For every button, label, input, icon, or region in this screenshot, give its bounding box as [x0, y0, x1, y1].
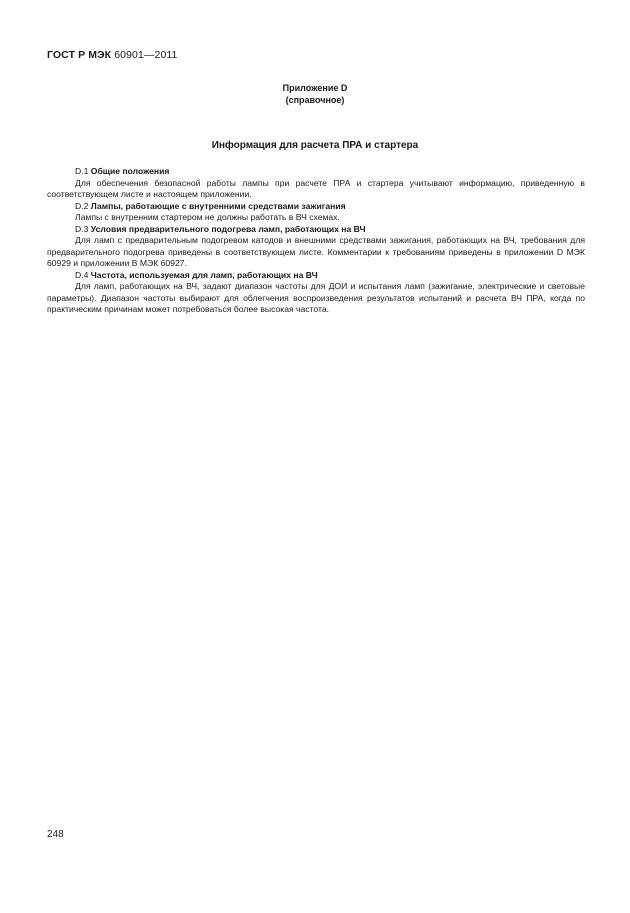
- appendix-subtitle: (справочное): [285, 95, 345, 105]
- section-heading: D.2 Лампы, работающие с внутренними средствами зажигания: [75, 200, 346, 211]
- document-body: [47, 166, 585, 316]
- document-header: [47, 49, 178, 61]
- paragraph: Лампы с внутренним стартером не должны работать в ВЧ схемах.: [75, 212, 340, 222]
- standard-number: 60901—2011: [114, 49, 178, 61]
- standard-designation: ГОСТ Р МЭК: [47, 49, 112, 61]
- section-heading: D.4 Частота, используемая для ламп, работающих на ВЧ: [75, 269, 318, 280]
- section-heading: D.1 Общие положения: [75, 166, 170, 176]
- appendix-title: Приложение D: [282, 83, 348, 93]
- appendix-heading: [0, 82, 630, 106]
- paragraph: Для ламп, работающих на ВЧ, задают диапазон частоты для ДОИ и испытания ламп (зажигание, электрические и световые параметры). Диапазон частоты выбирают для облегчения воспроизведения результатов испытаний и расчета ВЧ ПРА, когда по практическим причинам может потребоваться более высокая частота.: [47, 281, 585, 314]
- page-number: 248: [47, 829, 64, 840]
- section-title: Информация для расчета ПРА и стартера: [211, 140, 419, 151]
- paragraph: Для обеспечения безопасной работы лампы при расчете ПРА и стартера учитывают информацию, приведенную в соответствующем листе и настоящем приложении.: [47, 177, 585, 199]
- paragraph: Для ламп с предварительным подогревом катодов и внешними средствами зажигания, работающих на ВЧ, требования для предварительного подогрева приведены в соответствующем листе. Комментарии к требованиям приведены в приложении D МЭК 60929 и приложении В МЭК 60927.: [47, 235, 585, 268]
- section-heading: D.3 Условия предварительного подогрева ламп, работающих на ВЧ: [75, 223, 366, 234]
